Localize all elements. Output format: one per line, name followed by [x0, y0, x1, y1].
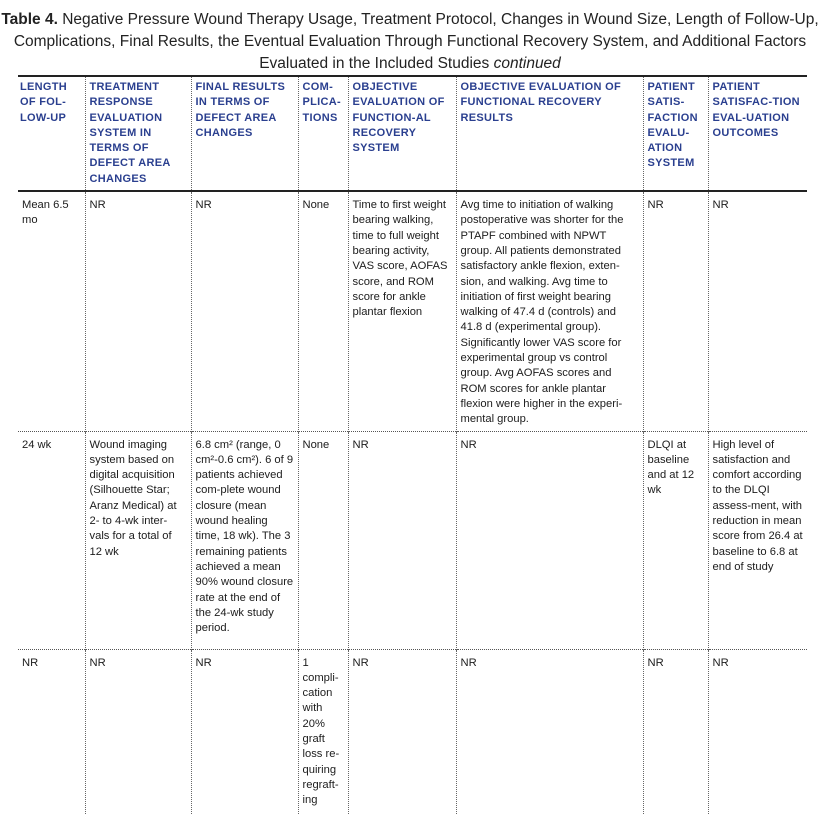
table-row [18, 431, 807, 649]
cell-satisfaction-outcomes: NR [708, 649, 807, 814]
cell-functional-system: NR [348, 431, 456, 649]
header-final-results: FINAL RESULTS IN TERMS OF DEFECT AREA CHANGES [191, 76, 298, 191]
cell-functional-results: Avg time to initiation of walking postoperative was shorter for the PTAPF combined with NPWT group. All patients demonstrated satisfactory ankle flexion, exten-sion, and walking. Avg time to initiation of first weight bearing walking of 47.4 d (controls) and 41.8 d (experimental group). Significantly lower VAS score for experimental group vs control group. Avg AOFAS scores and ROM scores for ankle plantar flexion were higher in the experi-mental group. [456, 191, 643, 431]
cell-final-results: NR [191, 649, 298, 814]
cell-satisfaction-system: NR [643, 191, 708, 431]
cell-functional-results: NR [456, 649, 643, 814]
cell-complications: None [298, 191, 348, 431]
results-table [18, 75, 807, 814]
cell-follow-up: Mean 6.5 mo [18, 191, 85, 431]
table-row [18, 191, 807, 431]
cell-satisfaction-outcomes: NR [708, 191, 807, 431]
table-title [0, 9, 820, 75]
cell-final-results: NR [191, 191, 298, 431]
table-row [18, 649, 807, 814]
cell-satisfaction-system: NR [643, 649, 708, 814]
cell-treatment-response: Wound imaging system based on digital acquisition (Silhouette Star; Aranz Medical) at 2- to 4-wk inter-vals for a total of 12 wk [85, 431, 191, 649]
cell-treatment-response: NR [85, 649, 191, 814]
cell-final-results: 6.8 cm² (range, 0 cm²-0.6 cm²). 6 of 9 patients achieved com-plete wound closure (mean wound healing time, 18 wk). The 3 remaining patients achieved a mean 90% wound closure rate at the end of the 24-wk study period. [191, 431, 298, 649]
header-treatment-response: TREATMENT RESPONSE EVALUATION SYSTEM IN TERMS OF DEFECT AREA CHANGES [85, 76, 191, 191]
continued-label: continued [493, 55, 561, 72]
cell-follow-up: NR [18, 649, 85, 814]
cell-follow-up: 24 wk [18, 431, 85, 649]
header-functional-results: OBJECTIVE EVALUATION OF FUNCTIONAL RECOVERY RESULTS [456, 76, 643, 191]
header-satisfaction-system: PATIENT SATIS-FACTION EVALU-ATION SYSTEM [643, 76, 708, 191]
table-label: Table 4. [1, 11, 58, 28]
header-follow-up: LENGTH OF FOL-LOW-UP [18, 76, 85, 191]
cell-satisfaction-system: DLQI at baseline and at 12 wk [643, 431, 708, 649]
header-satisfaction-outcomes: PATIENT SATISFAC-TION EVAL-UATION OUTCOMES [708, 76, 807, 191]
header-functional-system: OBJECTIVE EVALUATION OF FUNCTION-AL RECOVERY SYSTEM [348, 76, 456, 191]
cell-functional-results: NR [456, 431, 643, 649]
cell-functional-system: NR [348, 649, 456, 814]
cell-complications: None [298, 431, 348, 649]
cell-complications: 1 compli-cation with 20% graft loss re-quiring regraft-ing [298, 649, 348, 814]
table-caption: Negative Pressure Wound Therapy Usage, Treatment Protocol, Changes in Wound Size, Length of Follow-Up, Complications, Final Results, the Eventual Evaluation Through Functional Recovery System, and Additional Factors Evaluated in the Included Studies [13, 11, 819, 72]
cell-treatment-response: NR [85, 191, 191, 431]
cell-satisfaction-outcomes: High level of satisfaction and comfort according to the DLQI assess-ment, with reduction in mean score from 26.4 at baseline to 6.8 at end of study [708, 431, 807, 649]
cell-functional-system: Time to first weight bearing walking, time to full weight bearing activity, VAS score, AOFAS score, and ROM score for ankle plantar flexion [348, 191, 456, 431]
header-row [18, 76, 807, 191]
header-complications: COM-PLICA-TIONS [298, 76, 348, 191]
